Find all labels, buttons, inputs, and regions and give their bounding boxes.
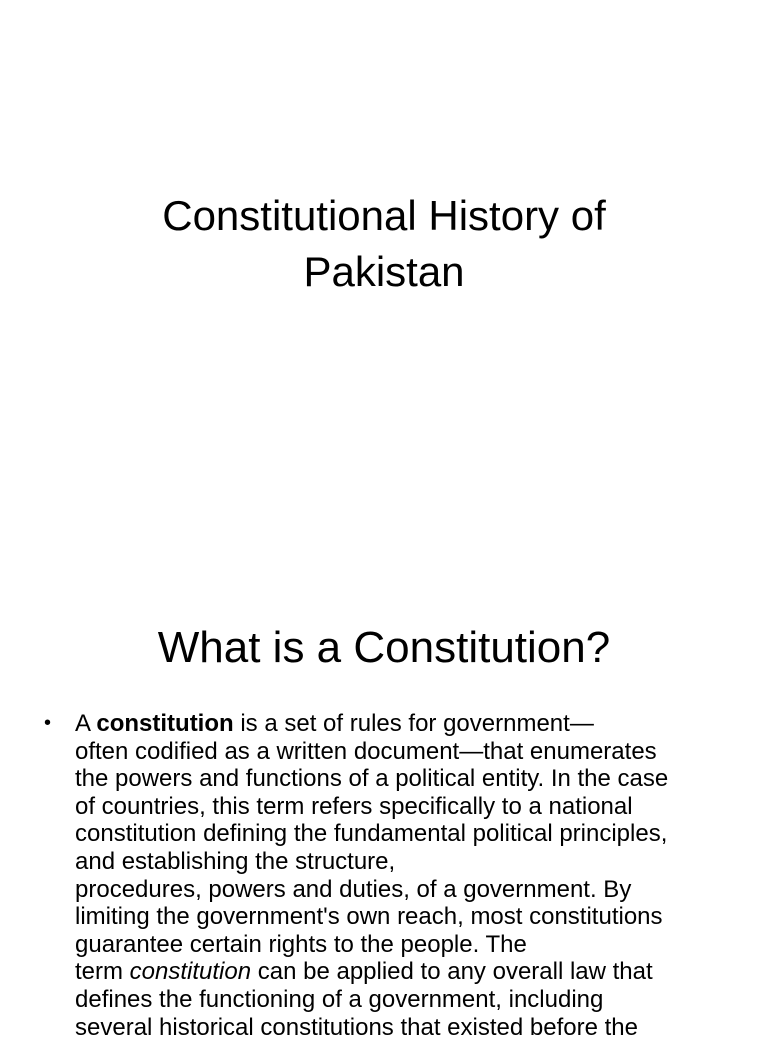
bold-term: constitution: [96, 710, 234, 737]
paragraph-line: defines the functioning of a government, including: [75, 985, 604, 1013]
paragraph-line: limiting the government's own reach, most constitutions: [75, 903, 663, 931]
title-line: Constitutional History of: [162, 192, 606, 239]
italic-term: constitution: [129, 958, 252, 986]
slide-title: [0, 188, 768, 300]
paragraph-line: guarantee certain rights to the people. The: [75, 930, 527, 958]
paragraph-line: term constitution can be applied to any overall law that: [75, 958, 653, 986]
paragraph-line: procedures, powers and duties, of a government. By: [75, 875, 632, 903]
bullet-item: [0, 710, 768, 1041]
paragraph-line: several historical constitutions that existed before the: [75, 1013, 638, 1041]
title-line: Pakistan: [303, 248, 465, 295]
paragraph-line: often codified as a written document—that enumerates: [75, 737, 657, 765]
paragraph-line: the powers and functions of a political entity. In the case: [75, 765, 669, 793]
paragraph-line: of countries, this term refers specifically to a national: [75, 792, 633, 820]
bullet-list: [0, 710, 768, 1041]
content-slide: [0, 576, 768, 1041]
paragraph-line: and establishing the structure,: [75, 847, 396, 875]
bullet-icon: •: [44, 712, 52, 734]
paragraph-line: A constitution is a set of rules for government—: [75, 710, 594, 737]
paragraph-line: constitution defining the fundamental political principles,: [75, 820, 668, 848]
slide-heading: What is a Constitution?: [157, 623, 611, 672]
